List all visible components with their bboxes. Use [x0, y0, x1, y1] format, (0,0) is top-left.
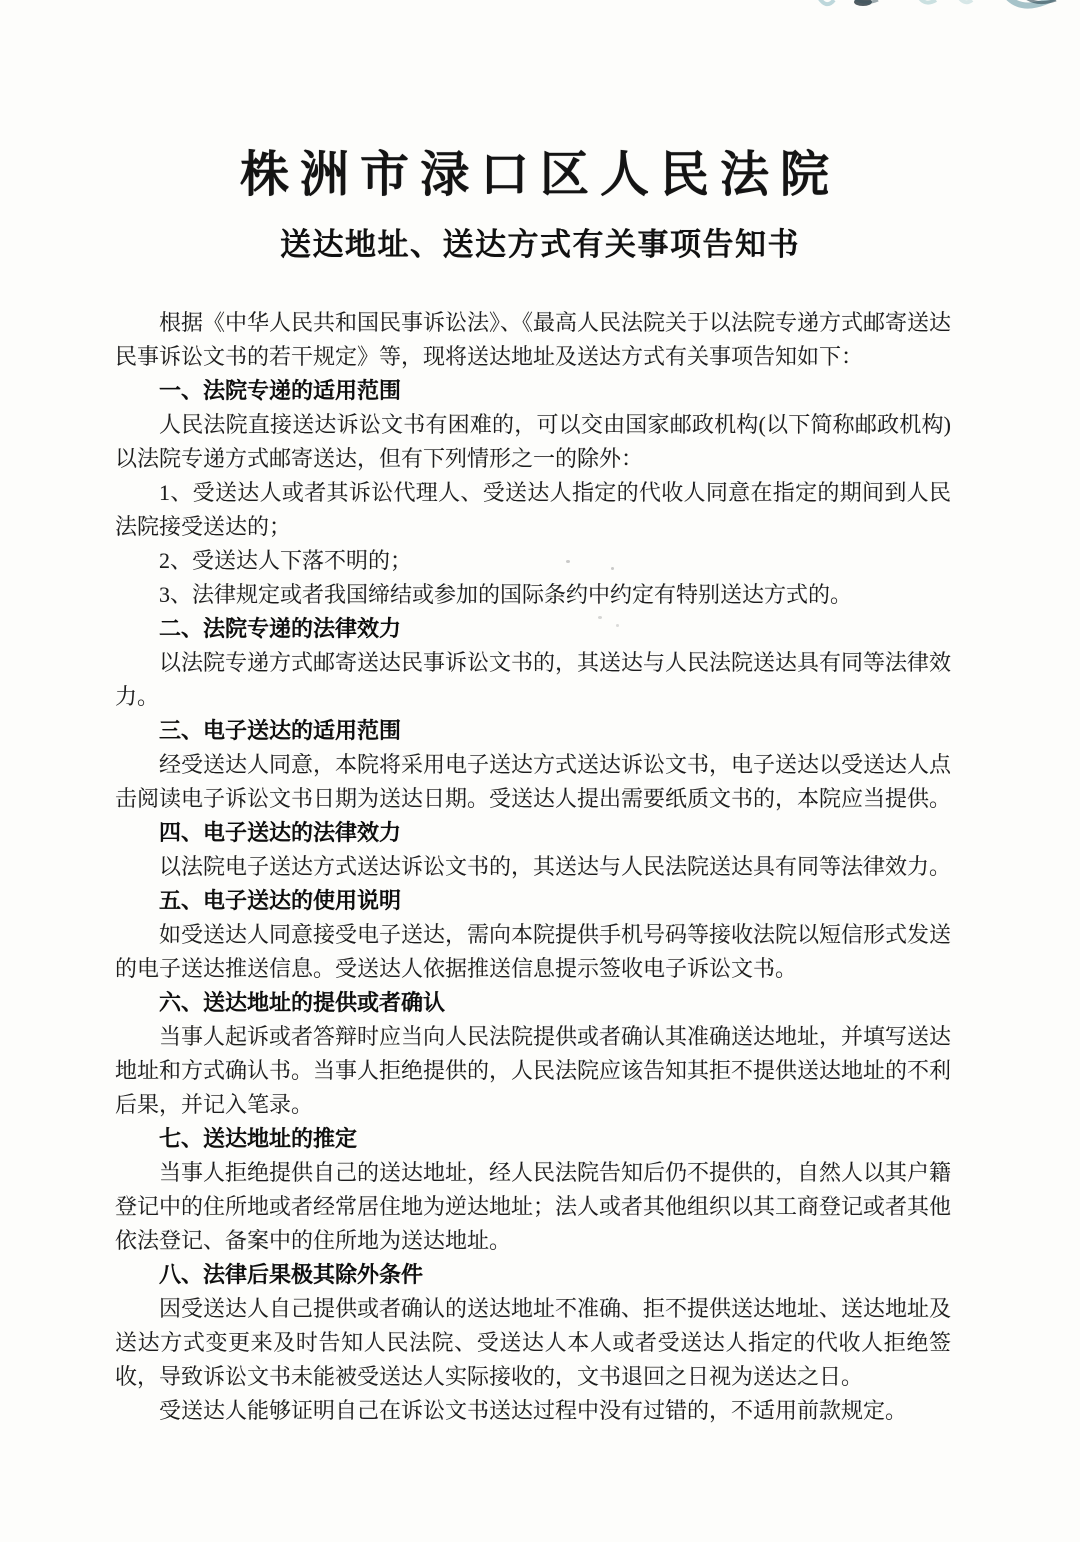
section-1-item-1: 1、受送达人或者其诉讼代理人、受送达人指定的代收人同意在指定的期间到人民法院接受送达的； — [115, 480, 951, 539]
section-1-item-3: 3、法律规定或者我国缔结或参加的国际条约中约定有特别送达方式的。 — [159, 582, 853, 607]
pen-scribble-artifact-icon — [790, 0, 1080, 18]
section-6-paragraph: 当事人起诉或者答辩时应当向人民法院提供或者确认其准确送达地址，并填写送达地址和方式确认书。当事人拒绝提供的，人民法院应该告知其拒不提供送达地址的不利后果，并记入笔录。 — [115, 1024, 952, 1117]
section-2-paragraph: 以法院专递方式邮寄送达民事诉讼文书的，其送达与人民法院送达具有同等法律效力。 — [115, 650, 952, 709]
section-1-paragraph: 人民法院直接送达诉讼文书有困难的，可以交由国家邮政机构(以下简称邮政机构)以法院专递方式邮寄送达，但有下列情形之一的除外： — [115, 412, 951, 471]
section-1-item-2: 2、受送达人下落不明的； — [159, 548, 413, 573]
document-title: 株洲市渌口区人民法院 — [239, 147, 840, 202]
section-3-paragraph: 经受送达人同意，本院将采用电子送达方式送达诉讼文书，电子送达以受送达人点击阅读电子诉讼文书日期为送达日期。受送达人提出需要纸质文书的，本院应当提供。 — [115, 752, 952, 811]
section-3-heading: 三、电子送达的适用范围 — [159, 718, 402, 743]
section-4-paragraph: 以法院电子送达方式送达诉讼文书的，其送达与人民法院送达具有同等法律效力。 — [159, 854, 952, 879]
intro-paragraph: 根据《中华人民共和国民事诉讼法》、《最高人民法院关于以法院专递方式邮寄送达民事诉讼文书的若干规定》等，现将送达地址及送达方式有关事项告知如下： — [115, 310, 952, 369]
section-6-heading: 六、送达地址的提供或者确认 — [159, 990, 446, 1015]
section-5-heading: 五、电子送达的使用说明 — [159, 888, 402, 913]
scan-speckle — [611, 567, 614, 570]
scan-speckle — [566, 560, 570, 563]
section-5-paragraph: 如受送达人同意接受电子送达，需向本院提供手机号码等接收法院以短信形式发送的电子送达推送信息。受送达人依据推送信息提示签收电子诉讼文书。 — [115, 922, 952, 981]
scan-speckle — [616, 624, 619, 627]
scan-speckle — [757, 592, 760, 595]
document-body — [115, 306, 951, 1428]
section-4-heading: 四、电子送达的法律效力 — [159, 820, 402, 845]
document-subtitle: 送达地址、送达方式有关事项告知书 — [280, 227, 800, 262]
section-7-heading: 七、送达地址的推定 — [159, 1126, 358, 1151]
section-8-paragraph-2: 受送达人能够证明自己在诉讼文书送达过程中没有过错的，不适用前款规定。 — [159, 1398, 908, 1423]
section-2-heading: 二、法院专递的法律效力 — [159, 616, 402, 641]
section-8-heading: 八、法律后果极其除外条件 — [159, 1262, 424, 1287]
section-7-paragraph: 当事人拒绝提供自己的送达地址，经人民法院告知后仍不提供的，自然人以其户籍登记中的住所地或者经常居住地为逆达地址；法人或者其他组织以其工商登记或者其他依法登记、备案中的住所地为送达地址。 — [115, 1160, 952, 1253]
scan-speckle — [633, 1077, 639, 1080]
scan-speckle — [598, 616, 602, 619]
section-8-paragraph-1: 因受送达人自己提供或者确认的送达地址不准确、拒不提供送达地址、送达地址及送达方式变更来及时告知人民法院、受送达人本人或者受送达人指定的代收人拒绝签收，导致诉讼文书未能被受送达人实际接收的，文书退回之日视为送达之日。 — [115, 1296, 952, 1389]
section-1-heading: 一、法院专递的适用范围 — [159, 378, 402, 403]
